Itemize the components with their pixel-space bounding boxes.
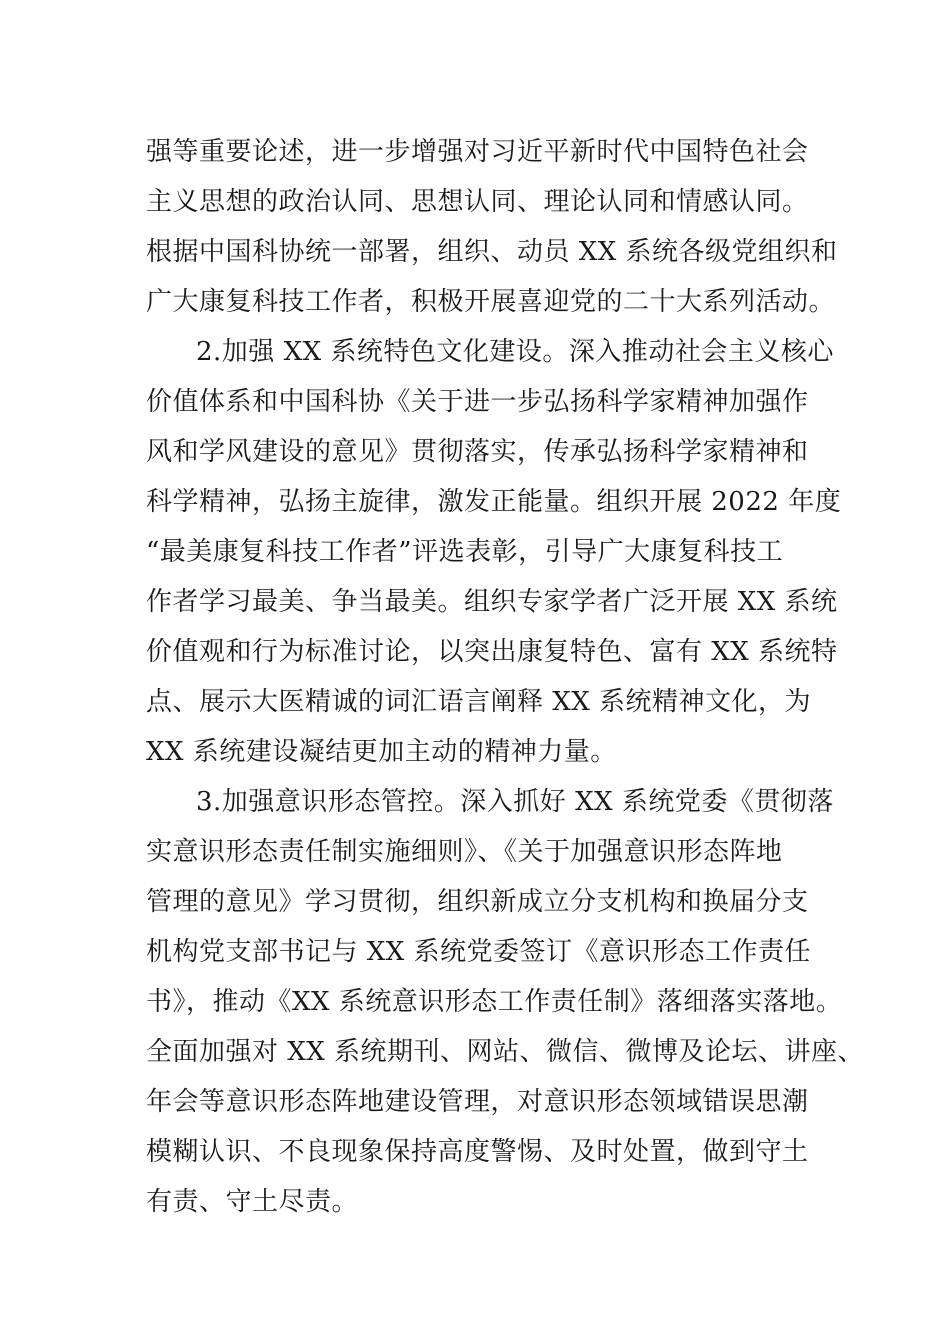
text-line: 根据中国科协统一部署，组织、动员 XX 系统各级党组织和 <box>146 237 838 267</box>
text-line: 有责、守土尽责。 <box>146 1187 359 1217</box>
text-line: 强等重要论述，进一步增强对习近平新时代中国特色社会 <box>146 137 809 167</box>
text-line: 实意识形态责任制实施细则》、《关于加强意识形态阵地 <box>146 837 783 867</box>
text-line: 风和学风建设的意见》贯彻落实，传承弘扬科学家精神和 <box>146 437 809 467</box>
text-line: “最美康复科技工作者”评选表彰，引导广大康复科技工 <box>146 537 784 567</box>
text-line: 价值体系和中国科协《关于进一步弘扬科学家精神加强作 <box>146 387 809 417</box>
text-line: 书》，推动《XX 系统意识形态工作责任制》落细落实落地。 <box>146 987 843 1017</box>
text-line: 全面加强对 XX 系统期刊、网站、微信、微博及论坛、讲座、 <box>146 1037 865 1067</box>
text-line: 模糊认识、不良现象保持高度警惕、及时处置，做到守土 <box>146 1137 809 1167</box>
text-line: 作者学习最美、争当最美。组织专家学者广泛开展 XX 系统 <box>146 587 838 617</box>
text-line: 价值观和行为标准讨论，以突出康复特色、富有 XX 系统特 <box>146 637 838 667</box>
paragraph-3-first-line: 3.加强意识形态管控。深入抓好 XX 系统党委《贯彻落 <box>196 787 834 817</box>
text-line: 年会等意识形态阵地建设管理，对意识形态领域错误思潮 <box>146 1087 809 1117</box>
text-line: 点、展示大医精诚的词汇语言阐释 XX 系统精神文化，为 <box>146 687 812 717</box>
text-line: 科学精神，弘扬主旋律，激发正能量。组织开展 2022 年度 <box>146 487 842 517</box>
text-line: XX 系统建设凝结更加主动的精神力量。 <box>146 737 617 767</box>
text-line: 管理的意见》学习贯彻，组织新成立分支机构和换届分支 <box>146 887 809 917</box>
paragraph-2-first-line: 2.加强 XX 系统特色文化建设。深入推动社会主义核心 <box>196 337 834 367</box>
text-line: 主义思想的政治认同、思想认同、理论认同和情感认同。 <box>146 187 809 217</box>
text-line: 广大康复科技工作者，积极开展喜迎党的二十大系列活动。 <box>146 287 836 317</box>
text-line: 机构党支部书记与 XX 系统党委签订《意识形态工作责任 <box>146 937 812 967</box>
